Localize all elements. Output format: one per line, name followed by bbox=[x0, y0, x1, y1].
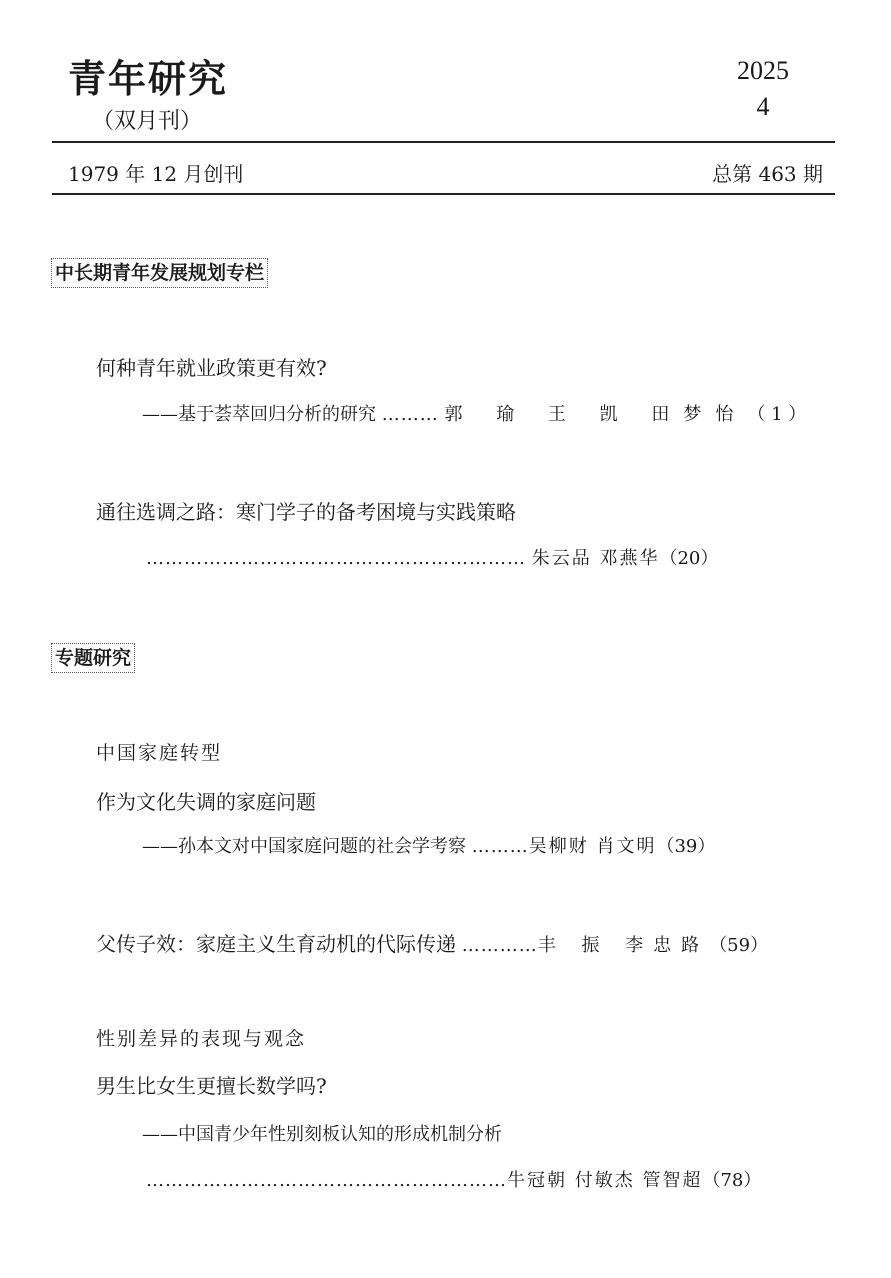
article-subtitle: ——基于荟萃回归分析的研究 bbox=[142, 404, 376, 425]
topic-heading: 中国家庭转型 bbox=[96, 742, 223, 764]
article-entry-line[interactable] bbox=[96, 928, 768, 957]
article-page: （ 1 ） bbox=[747, 404, 807, 425]
article-entry-line[interactable] bbox=[146, 1166, 761, 1192]
article-page: （39） bbox=[656, 836, 716, 857]
leader-dots: ……… bbox=[381, 404, 439, 425]
header-rule-bottom bbox=[52, 193, 835, 195]
article-authors: 吴柳财 肖文明 bbox=[528, 836, 657, 857]
article-authors: 丰 振 李忠路 bbox=[537, 935, 710, 956]
leader-dots: …………………………………………………… bbox=[146, 548, 526, 569]
article-authors: 朱云品 邓燕华 bbox=[531, 548, 660, 569]
total-issue-number: 总第 463 期 bbox=[712, 162, 823, 186]
leader-dots: ……… bbox=[471, 836, 529, 857]
article-entry-line[interactable] bbox=[142, 832, 715, 858]
article-page: （20） bbox=[659, 548, 719, 569]
article-page: （78） bbox=[702, 1170, 762, 1191]
founded-date: 1979 年 12 月创刊 bbox=[68, 162, 244, 186]
header-rule-top bbox=[52, 141, 835, 143]
article-authors: 牛冠朝 付敏杰 管智超 bbox=[507, 1170, 703, 1191]
journal-frequency: （双月刊） bbox=[92, 109, 203, 134]
topic-heading: 性别差异的表现与观念 bbox=[96, 1028, 307, 1050]
section-label: 中长期青年发展规划专栏 bbox=[51, 258, 268, 288]
journal-title: 青年研究 bbox=[68, 56, 229, 101]
article-title[interactable]: 何种青年就业政策更有效? bbox=[96, 356, 327, 380]
article-authors: 郭 瑜 王 凯 田梦怡 bbox=[444, 404, 748, 425]
section-label: 专题研究 bbox=[51, 643, 135, 673]
article-title[interactable]: 通往选调之路：寒门学子的备考困境与实践策略 bbox=[96, 500, 516, 524]
article-title: 父传子效：家庭主义生育动机的代际传递 bbox=[96, 932, 456, 956]
issue-year: 2025 bbox=[737, 56, 789, 85]
leader-dots: ………… bbox=[461, 935, 538, 956]
article-title[interactable]: 男生比女生更擅长数学吗? bbox=[96, 1074, 327, 1098]
article-title[interactable]: 作为文化失调的家庭问题 bbox=[96, 790, 316, 814]
issue-number: 4 bbox=[756, 92, 770, 121]
article-entry-line[interactable] bbox=[142, 400, 806, 426]
article-subtitle: ——孙本文对中国家庭问题的社会学考察 bbox=[142, 836, 466, 857]
article-entry-line[interactable] bbox=[146, 544, 718, 570]
leader-dots: ………………………………………………… bbox=[146, 1170, 507, 1191]
article-subtitle: ——中国青少年性别刻板认知的形成机制分析 bbox=[142, 1124, 502, 1145]
article-page: （59） bbox=[709, 935, 769, 956]
